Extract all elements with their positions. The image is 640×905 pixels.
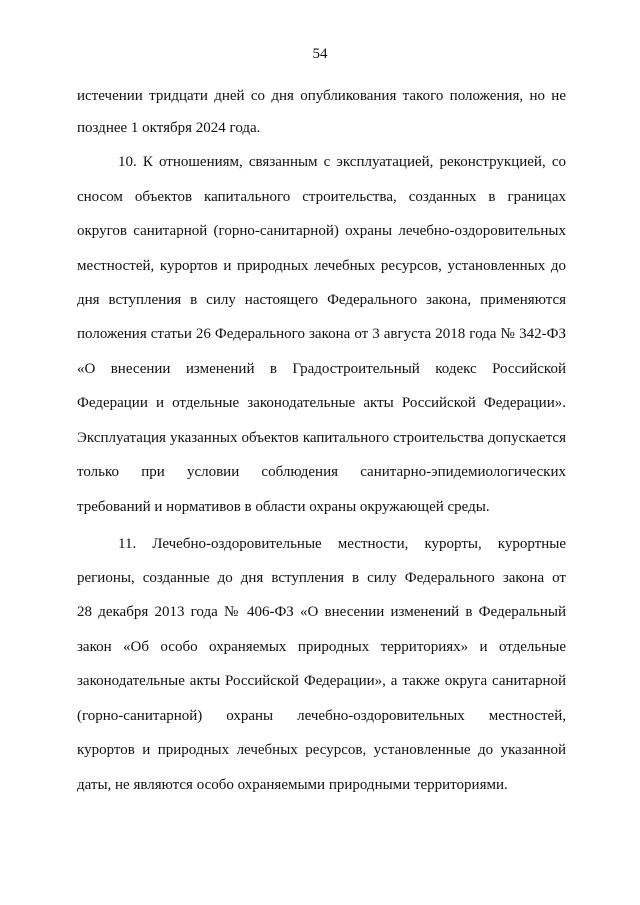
- text-line: только при условии соблюдения санитарно-эпидемиологических: [77, 464, 566, 480]
- text-line: даты, не являются особо охраняемыми природными территориями.: [77, 777, 508, 793]
- text-line: Эксплуатация указанных объектов капитального строительства допускается: [77, 430, 566, 446]
- text-line: сносом объектов капитального строительства, созданных в границах: [77, 189, 566, 205]
- text-line: требований и нормативов в области охраны окружающей среды.: [77, 499, 490, 515]
- paragraph-start-line: 11. Лечебно-оздоровительные местности, курорты, курортные: [118, 536, 566, 552]
- text-line: (горно-санитарной) охраны лечебно-оздоровительных местностей,: [77, 708, 566, 724]
- text-line: «О внесении изменений в Градостроительный кодекс Российской: [77, 361, 566, 377]
- text-line: 28 декабря 2013 года № 406-ФЗ «О внесении изменений в Федеральный: [77, 604, 566, 620]
- text-line: законодательные акты Российской Федерации», а также округа санитарной: [77, 673, 566, 689]
- text-line: закон «Об особо охраняемых природных территориях» и отдельные: [77, 639, 566, 655]
- text-line: округов санитарной (горно-санитарной) охраны лечебно-оздоровительных: [77, 223, 566, 239]
- page-number: 54: [312, 46, 328, 62]
- text-line: местностей, курортов и природных лечебных ресурсов, установленных до: [77, 258, 566, 274]
- text-line: истечении тридцати дней со дня опубликования такого положения, но не: [77, 88, 566, 104]
- paragraph-start-line: 10. К отношениям, связанным с эксплуатацией, реконструкцией, со: [118, 154, 566, 170]
- text-line: регионы, созданные до дня вступления в силу Федерального закона от: [77, 570, 566, 586]
- text-line: Федерации и отдельные законодательные акты Российской Федерации».: [77, 395, 566, 411]
- text-line: дня вступления в силу настоящего Федерального закона, применяются: [77, 292, 566, 308]
- text-line: позднее 1 октября 2024 года.: [77, 120, 261, 136]
- text-line: курортов и природных лечебных ресурсов, установленные до указанной: [77, 742, 566, 758]
- text-line: положения статьи 26 Федерального закона от 3 августа 2018 года № 342-ФЗ: [77, 326, 566, 342]
